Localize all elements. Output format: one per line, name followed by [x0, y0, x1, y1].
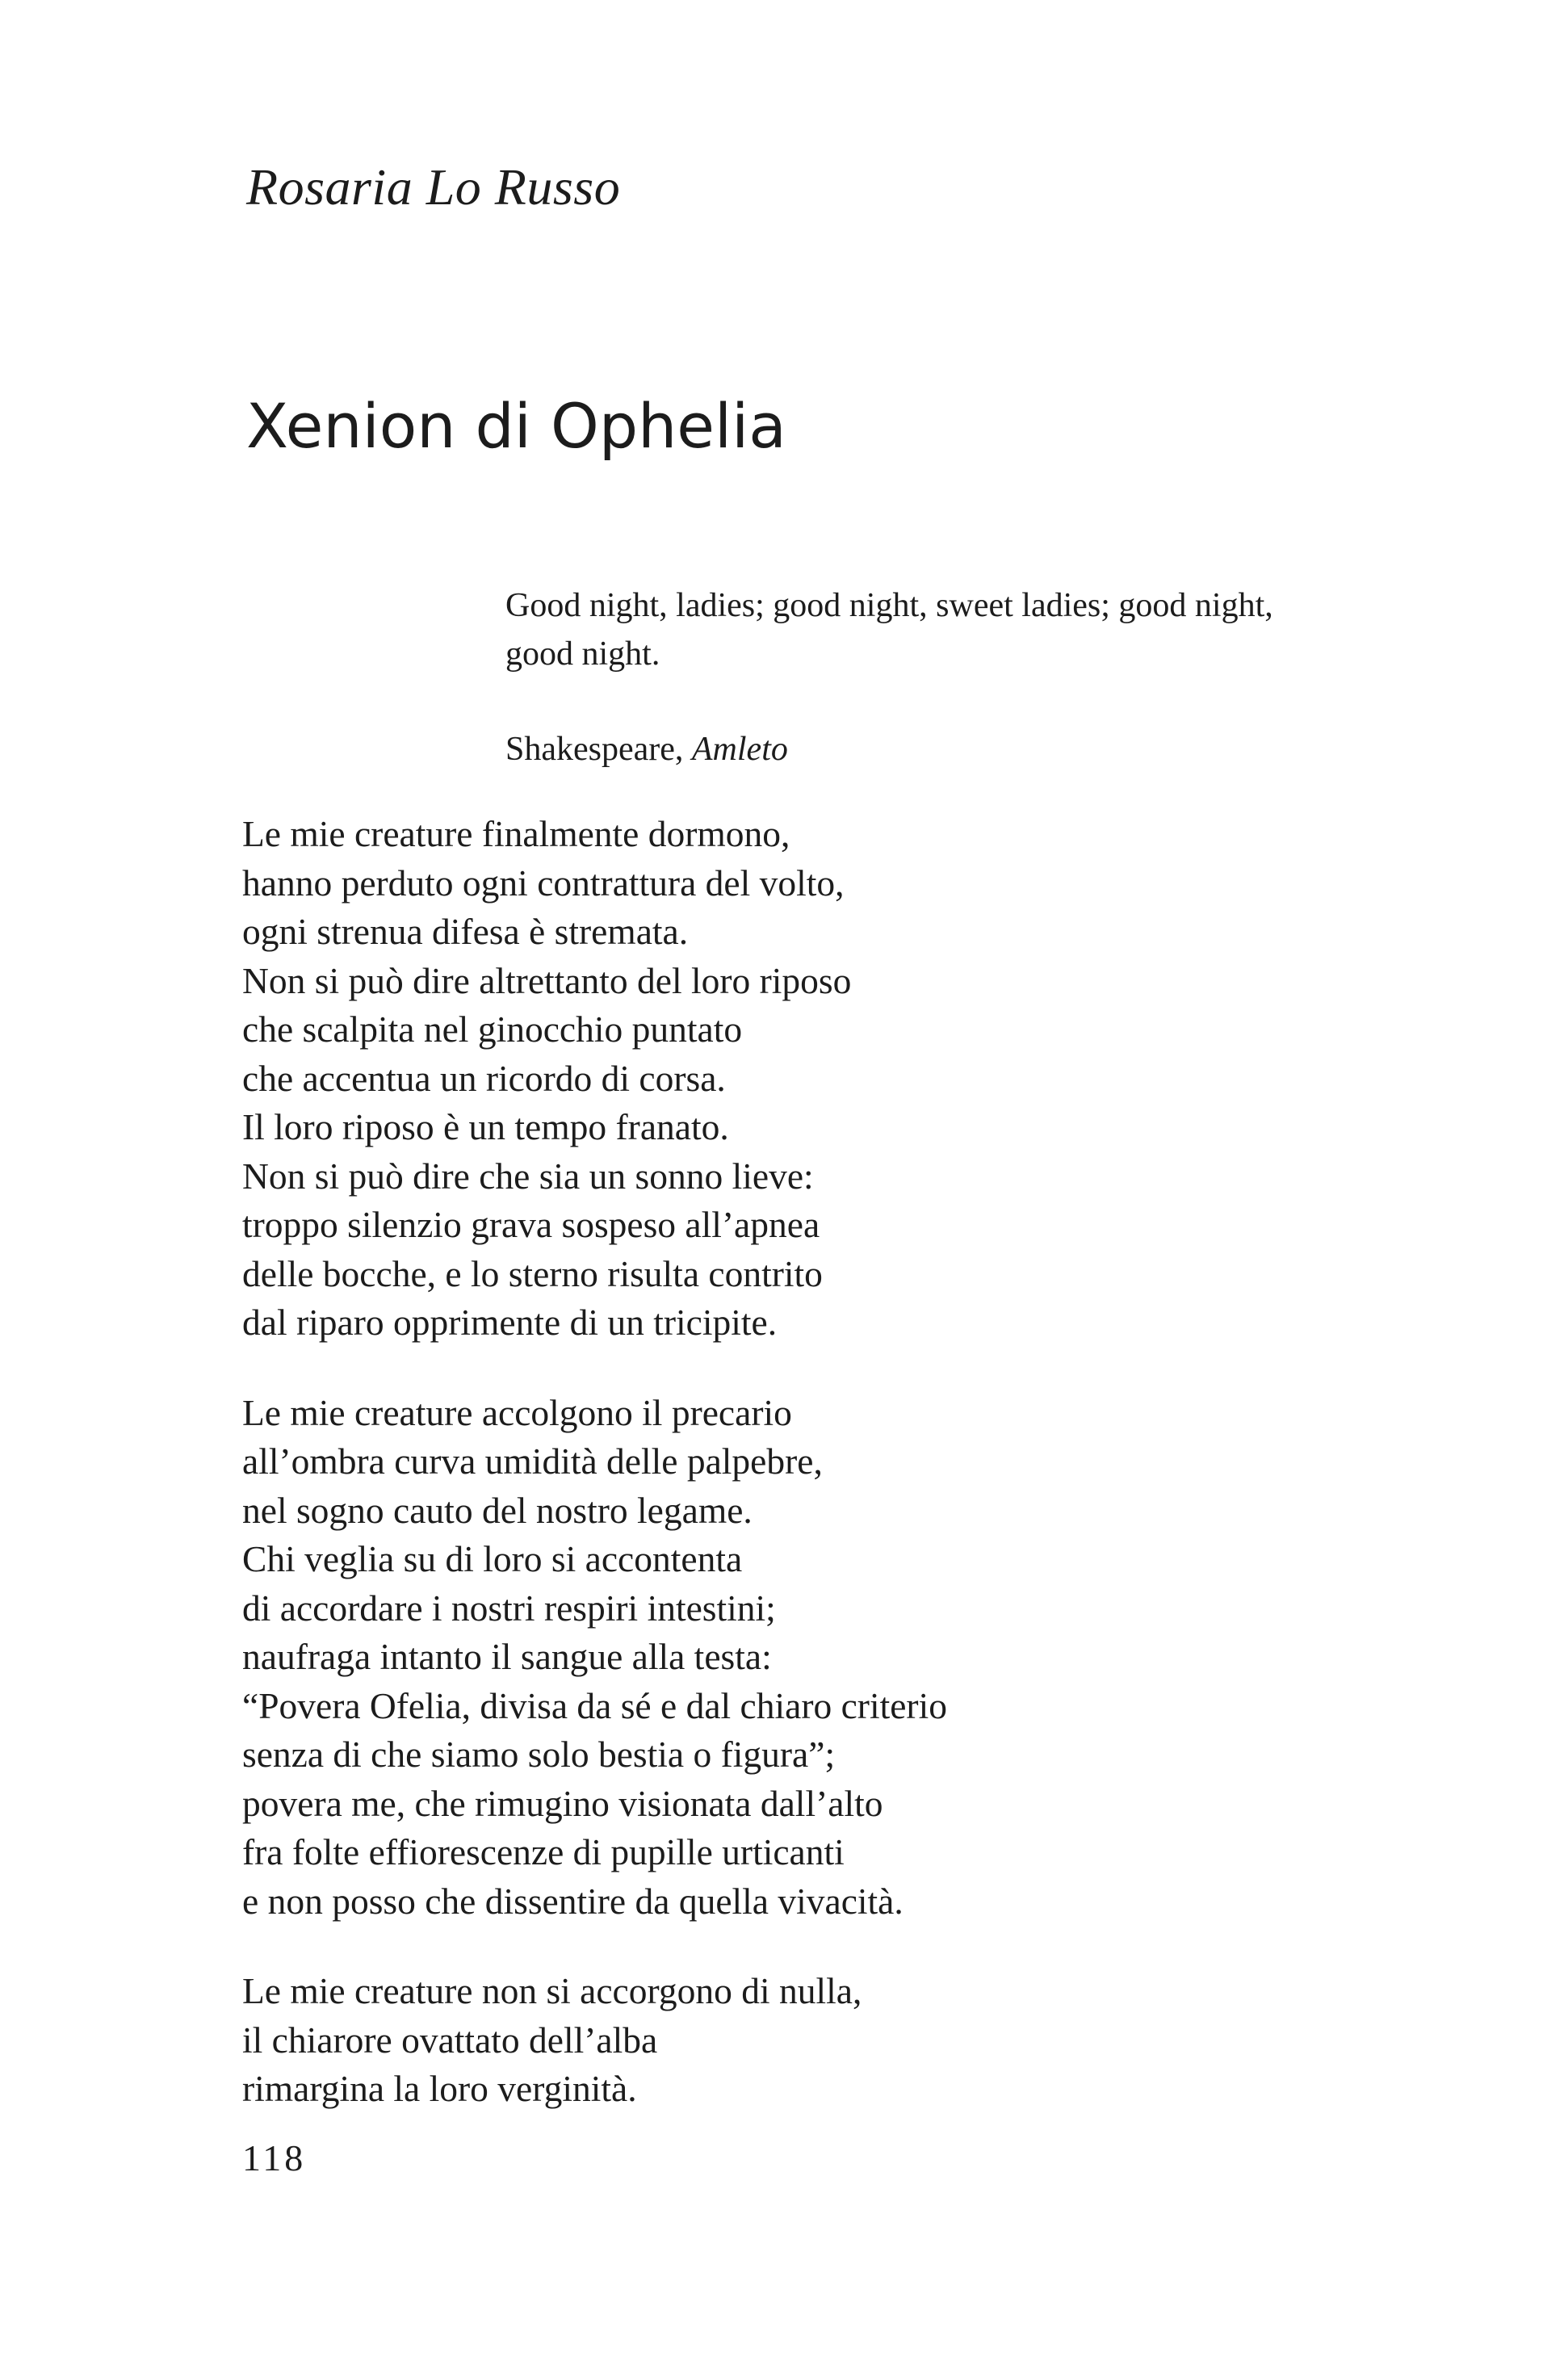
poem-body	[242, 810, 1453, 2114]
verse-line: Chi veglia su di loro si accontenta	[242, 1538, 743, 1579]
page-number: 118	[242, 2137, 307, 2178]
verse-line: Non si può dire altrettanto del loro riposo	[242, 959, 852, 1001]
epigraph-source-author: Shakespeare,	[505, 731, 692, 768]
verse-line: nel sogno cauto del nostro legame.	[242, 1489, 753, 1531]
verse-line: fra folte effiorescenze di pupille urticanti	[242, 1831, 845, 1872]
author-name: Rosaria Lo Russo	[246, 158, 621, 216]
epigraph-source	[505, 725, 1394, 774]
verse-line: hanno perduto ogni contrattura del volto,	[242, 862, 845, 904]
verse-line: “Povera Ofelia, divisa da sé e dal chiaro criterio	[242, 1684, 947, 1726]
poem-title: Xenion di Ophelia	[246, 390, 786, 462]
verse-line: naufraga intanto il sangue alla testa:	[242, 1636, 772, 1677]
verse-line: Non si può dire che sia un sonno lieve:	[242, 1155, 814, 1197]
epigraph-line: good night.	[505, 635, 660, 673]
verse-line: all’ombra curva umidità delle palpebre,	[242, 1440, 823, 1482]
verse-line: Il loro riposo è un tempo franato.	[242, 1106, 729, 1147]
verse-line: Le mie creature non si accorgono di nulla,	[242, 1970, 862, 2011]
verse-line: ogni strenua difesa è stremata.	[242, 911, 689, 952]
verse-line: rimargina la loro verginità.	[242, 2068, 637, 2109]
verse-line: senza di che siamo solo bestia o figura”;	[242, 1734, 836, 1775]
epigraph-source-work: Amleto	[691, 731, 788, 768]
verse-line: povera me, che rimugino visionata dall’alto	[242, 1782, 883, 1824]
epigraph-line: Good night, ladies; good night, sweet ladies; good night,	[505, 587, 1273, 624]
verse-line: il chiarore ovattato dell’alba	[242, 2019, 658, 2061]
stanza-2	[242, 1389, 1453, 1927]
epigraph	[505, 581, 1394, 774]
verse-line: Le mie creature finalmente dormono,	[242, 813, 790, 854]
verse-line: e non posso che dissentire da quella vivacità.	[242, 1880, 903, 1922]
verse-line: di accordare i nostri respiri intestini;	[242, 1587, 776, 1629]
verse-line: che accentua un ricordo di corsa.	[242, 1057, 726, 1099]
verse-line: delle bocche, e lo sterno risulta contrito	[242, 1252, 823, 1294]
verse-line: troppo silenzio grava sospeso all’apnea	[242, 1204, 820, 1245]
stanza-3	[242, 1967, 1453, 2114]
verse-line: Le mie creature accolgono il precario	[242, 1391, 792, 1433]
stanza-1	[242, 810, 1453, 1348]
verse-line: dal riparo opprimente di un tricipite.	[242, 1302, 778, 1343]
verse-line: che scalpita nel ginocchio puntato	[242, 1008, 743, 1050]
